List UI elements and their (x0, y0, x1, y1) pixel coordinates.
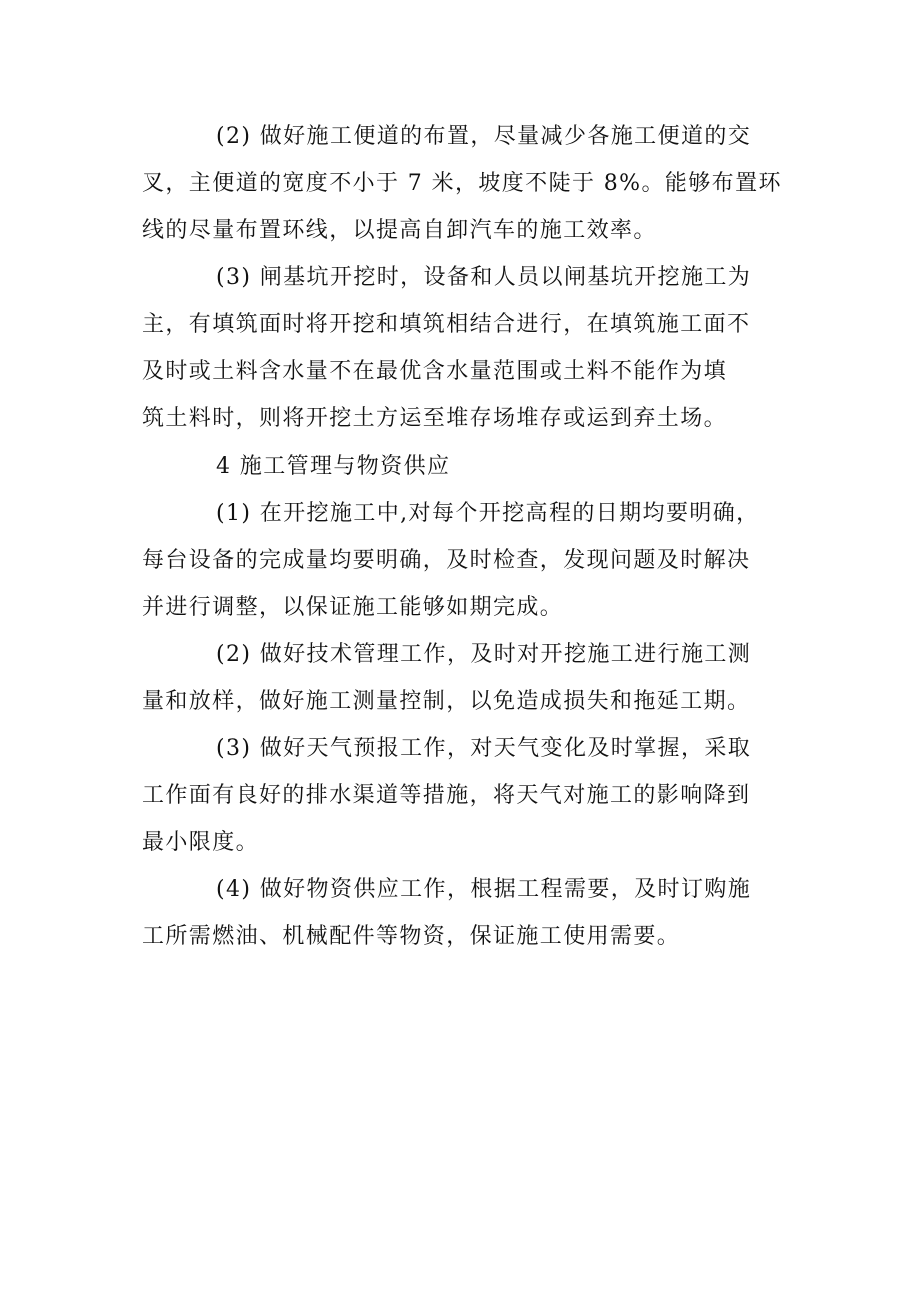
paragraph-line: (2) 做好施工便道的布置，尽量减少各施工便道的交 (216, 124, 752, 149)
paragraph-line: 主，有填筑面时将开挖和填筑相结合进行，在填筑施工面不 (142, 312, 751, 337)
section-heading: 4 施工管理与物资供应 (216, 454, 451, 479)
paragraph-line: 工所需燃油、机械配件等物资，保证施工使用需要。 (142, 924, 681, 949)
paragraph-line: (3) 闸基坑开挖时，设备和人员以闸基坑开挖施工为 (216, 265, 752, 290)
paragraph-line: (4) 做好物资供应工作，根据工程需要，及时订购施 (216, 877, 752, 902)
paragraph-line: (3) 做好天气预报工作，对天气变化及时掌握，采取 (216, 736, 752, 761)
paragraph-line: 量和放样，做好施工测量控制，以免造成损失和拖延工期。 (142, 689, 751, 714)
paragraph-line: 每台设备的完成量均要明确，及时检查，发现问题及时解决 (142, 548, 751, 573)
paragraph-line: (1) 在开挖施工中,对每个开挖高程的日期均要明确， (216, 501, 760, 526)
paragraph-line: (2) 做好技术管理工作，及时对开挖施工进行施工测 (216, 642, 752, 667)
paragraph-line: 并进行调整，以保证施工能够如期完成。 (142, 595, 564, 620)
paragraph-line: 最小限度。 (142, 830, 260, 855)
paragraph-line: 及时或土料含水量不在最优含水量范围或土料不能作为填 (142, 359, 728, 384)
paragraph-line: 叉，主便道的宽度不小于 7 米，坡度不陡于 8%。能够布置环 (142, 171, 782, 196)
paragraph-line: 工作面有良好的排水渠道等措施，将天气对施工的影响降到 (142, 783, 751, 808)
paragraph-line: 线的尽量布置环线，以提高自卸汽车的施工效率。 (142, 218, 657, 243)
paragraph-line: 筑土料时，则将开挖土方运至堆存场堆存或运到弃土场。 (142, 406, 728, 431)
